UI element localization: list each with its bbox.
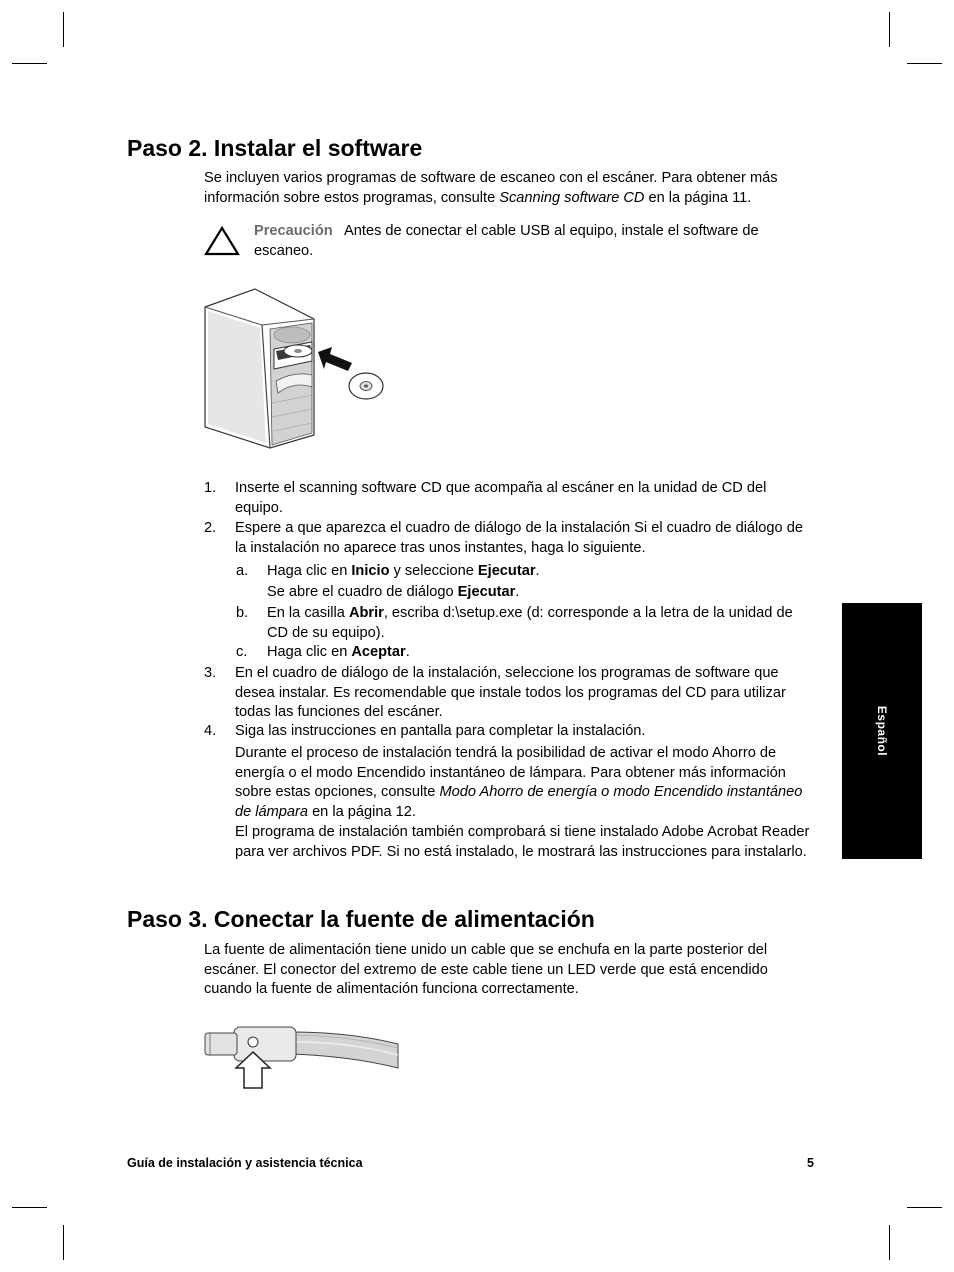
- crop-mark: [63, 1225, 64, 1260]
- step-number: 4.: [204, 723, 217, 739]
- step-number: 3.: [204, 665, 217, 681]
- power-connector-illustration: [200, 1022, 400, 1094]
- section-3-para: La fuente de alimentación tiene unido un cable que se enchufa en la parte posterior del escáner. El conector del extremo de este cable tiene un LED verde que está encendido cuando la fuente de alimentación funciona correctamente.: [204, 942, 768, 998]
- substep-letter: c.: [236, 644, 248, 660]
- language-tab-label: Español: [875, 705, 889, 757]
- crop-mark: [907, 63, 942, 64]
- crop-mark: [889, 12, 890, 47]
- substep-letter: b.: [236, 605, 249, 621]
- step-text: En el cuadro de diálogo de la instalación, seleccione los programas de software que desea instalar. Es recomendable que instale todos los programas del CD para utilizar todas las funciones del escáner.: [235, 665, 786, 721]
- section-3-heading: Paso 3. Conectar la fuente de alimentación: [127, 906, 595, 932]
- cd-insert-illustration: [200, 285, 390, 450]
- crop-mark: [907, 1207, 942, 1208]
- caution-label: Precaución: [254, 223, 333, 239]
- crop-mark: [63, 12, 64, 47]
- substep-text: En la casilla Abrir, escriba d:\setup.exe (d: corresponde a la letra de la unidad de CD de su equipo).: [267, 605, 793, 641]
- crop-mark: [12, 63, 47, 64]
- step-number: 1.: [204, 480, 217, 496]
- crop-mark: [889, 1225, 890, 1260]
- substep-letter: a.: [236, 563, 249, 579]
- footer-title: Guía de instalación y asistencia técnica: [127, 1156, 363, 1170]
- caution-icon: [204, 225, 240, 257]
- step-4-para: Durante el proceso de instalación tendrá la posibilidad de activar el modo Ahorro de energía o el modo Encendido instantáneo de lámpara. Para obtener más información sobre estas opciones, consulte Modo Ahorro de energía o modo Encendido instantáneo de lámpara en la página 12.: [235, 745, 803, 820]
- section-2-intro: Se incluyen varios programas de software de escaneo con el escáner. Para obtener más información sobre estos programas, consulte Scanning software CD en la página 11.: [204, 170, 778, 206]
- crop-mark: [12, 1207, 47, 1208]
- step-number: 2.: [204, 520, 217, 536]
- caution-note: Precaución Antes de conectar el cable USB al equipo, instale el software de escaneo.: [254, 223, 759, 259]
- substep-text: Haga clic en Aceptar.: [267, 644, 410, 660]
- step-text: Espere a que aparezca el cuadro de diálogo de la instalación Si el cuadro de diálogo de la instalación no aparece tras unos instantes, haga lo siguiente.: [235, 520, 803, 556]
- step-text: Inserte el scanning software CD que acompaña al escáner en la unidad de CD del equipo.: [235, 480, 767, 516]
- step-4-para: El programa de instalación también comprobará si tiene instalado Adobe Acrobat Reader para ver archivos PDF. Si no está instalado, le mostrará las instrucciones para instalarlo.: [235, 824, 810, 860]
- substep-text: Haga clic en Inicio y seleccione Ejecutar.: [267, 563, 540, 579]
- page-number: 5: [807, 1156, 814, 1170]
- step-text: Siga las instrucciones en pantalla para completar la instalación.: [235, 723, 646, 739]
- substep-note: Se abre el cuadro de diálogo Ejecutar.: [267, 584, 520, 600]
- section-2-heading: Paso 2. Instalar el software: [127, 135, 423, 161]
